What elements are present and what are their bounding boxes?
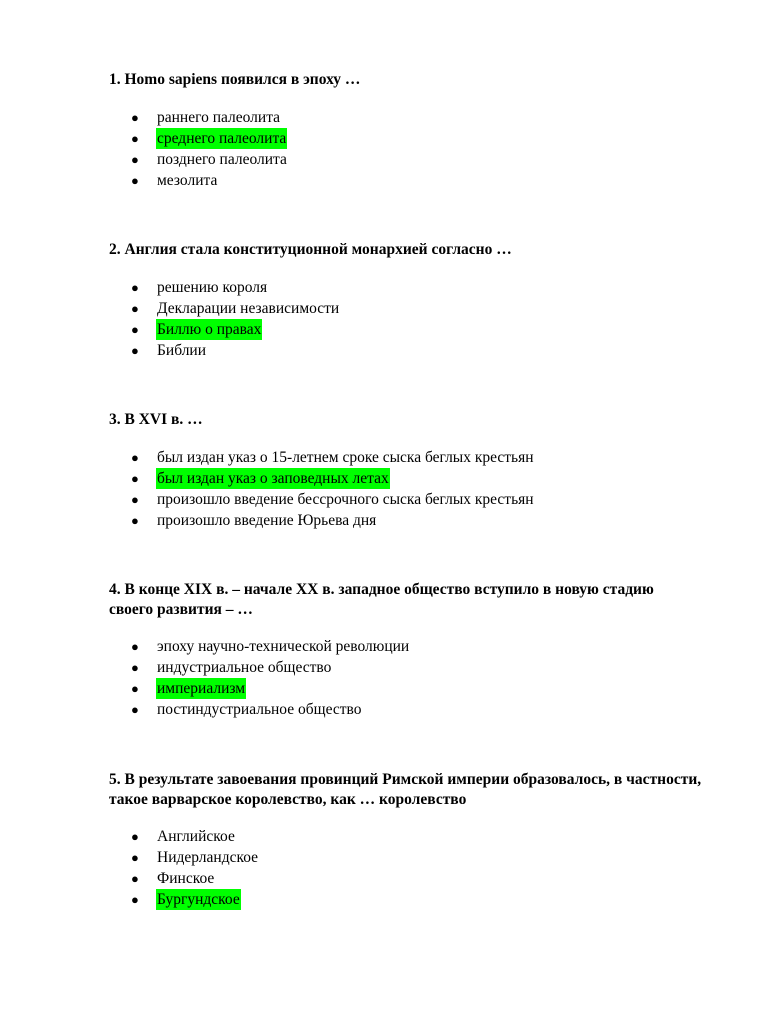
- bullet-icon: ●: [131, 702, 139, 717]
- option-item: [109, 468, 709, 489]
- bullet-icon: ●: [131, 450, 139, 465]
- option-text: был издан указ о заповедных летах: [157, 470, 389, 487]
- option-text: решению короля: [157, 279, 268, 296]
- bullet-icon: ●: [131, 871, 139, 886]
- bullet-icon: ●: [131, 892, 139, 907]
- option-item: [109, 510, 709, 531]
- bullet-icon: ●: [131, 110, 139, 125]
- option-text: индустриальное общество: [157, 659, 332, 676]
- option-item: [109, 826, 729, 847]
- option-text: произошло введение Юрьева дня: [157, 512, 377, 529]
- option-text: мезолита: [157, 172, 218, 189]
- option-item: [109, 489, 709, 510]
- option-text: Английское: [157, 828, 235, 845]
- option-text: Биллю о правах: [157, 321, 262, 338]
- option-text: был издан указ о 15-летнем сроке сыска беглых крестьян: [157, 449, 534, 466]
- question-title: 3. В XVI в. …: [109, 411, 203, 428]
- bullet-icon: ●: [131, 471, 139, 486]
- option-item: [109, 170, 709, 191]
- option-item: [109, 128, 709, 149]
- option-item: [109, 889, 729, 910]
- option-item: [109, 847, 729, 868]
- option-item: [109, 340, 709, 361]
- option-item: [109, 699, 699, 720]
- option-text: среднего палеолита: [157, 130, 287, 147]
- option-item: [109, 868, 729, 889]
- question-title: 4. В конце XIX в. – начале XX в. западное общество вступило в новую стадию своего развития – …: [109, 581, 654, 618]
- bullet-icon: ●: [131, 322, 139, 337]
- options-list: [109, 826, 729, 910]
- option-text: позднего палеолита: [157, 151, 287, 168]
- bullet-icon: ●: [131, 681, 139, 696]
- option-item: [109, 277, 709, 298]
- question-4: [109, 580, 699, 720]
- question-title: 1. Homo sapiens появился в эпоху …: [109, 71, 361, 88]
- option-item: [109, 636, 699, 657]
- option-item: [109, 298, 709, 319]
- options-list: [109, 636, 699, 720]
- option-item: [109, 447, 709, 468]
- option-item: [109, 319, 709, 340]
- option-item: [109, 107, 709, 128]
- question-1: [109, 70, 709, 191]
- option-item: [109, 149, 709, 170]
- bullet-icon: ●: [131, 639, 139, 654]
- bullet-icon: ●: [131, 173, 139, 188]
- bullet-icon: ●: [131, 152, 139, 167]
- option-text: Финское: [157, 870, 215, 887]
- option-text: постиндустриальное общество: [157, 701, 362, 718]
- bullet-icon: ●: [131, 850, 139, 865]
- option-text: империализм: [157, 680, 246, 697]
- question-title: 2. Англия стала конституционной монархией согласно …: [109, 241, 512, 258]
- bullet-icon: ●: [131, 492, 139, 507]
- option-text: эпоху научно-технической революции: [157, 638, 410, 655]
- question-3: [109, 410, 709, 531]
- bullet-icon: ●: [131, 513, 139, 528]
- option-text: Библии: [157, 342, 207, 359]
- option-item: [109, 657, 699, 678]
- bullet-icon: ●: [131, 343, 139, 358]
- bullet-icon: ●: [131, 131, 139, 146]
- bullet-icon: ●: [131, 660, 139, 675]
- bullet-icon: ●: [131, 280, 139, 295]
- option-text: раннего палеолита: [157, 109, 281, 126]
- options-list: [109, 447, 709, 531]
- option-item: [109, 678, 699, 699]
- option-text: Бургундское: [157, 891, 240, 908]
- question-title: 5. В результате завоевания провинций Римской империи образовалось, в частности, такое варварское королевство, как … королевство: [109, 771, 702, 808]
- question-2: [109, 240, 709, 361]
- bullet-icon: ●: [131, 301, 139, 316]
- bullet-icon: ●: [131, 829, 139, 844]
- options-list: [109, 277, 709, 361]
- option-text: Нидерландское: [157, 849, 259, 866]
- options-list: [109, 107, 709, 191]
- option-text: Декларации независимости: [157, 300, 340, 317]
- option-text: произошло введение бессрочного сыска беглых крестьян: [157, 491, 534, 508]
- question-5: [109, 770, 729, 910]
